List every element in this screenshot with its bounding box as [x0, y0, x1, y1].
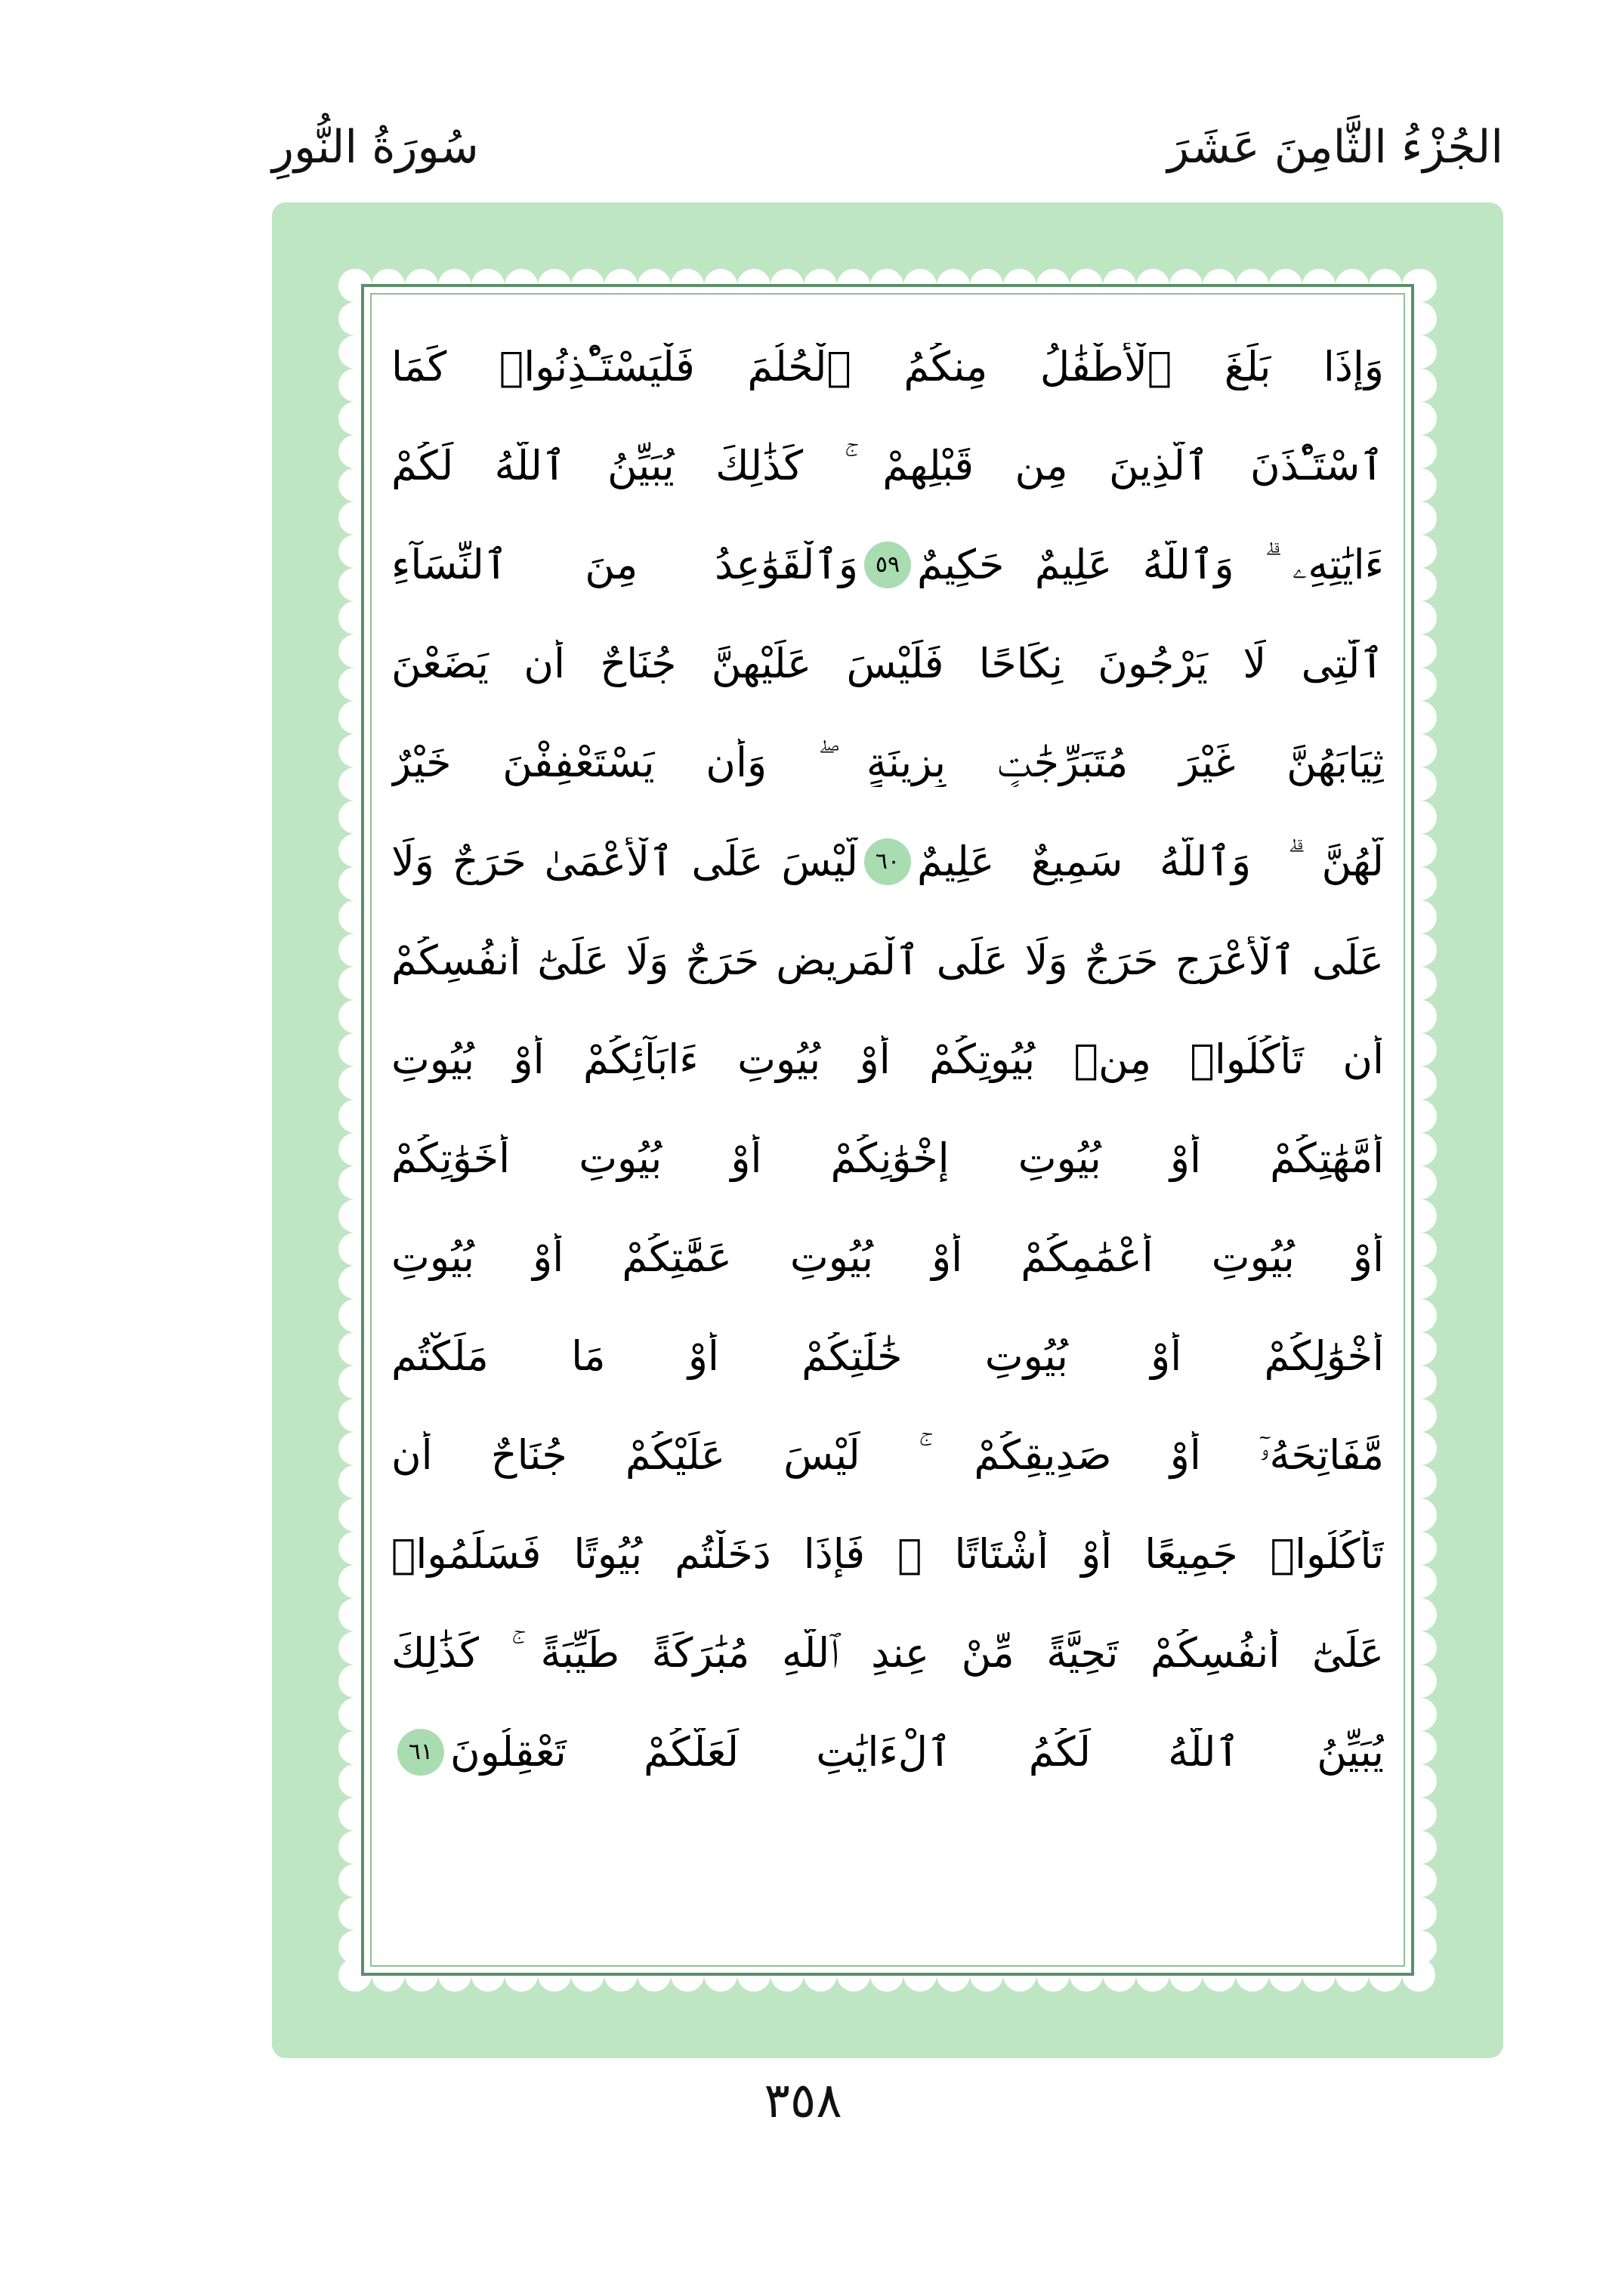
ayah-number-marker: ٦١: [397, 1729, 444, 1776]
line-text: ءَايَٰتِهِۦ ۗ وَٱللَّهُ عَلِيمٌ حَكِيمٌ: [917, 540, 1384, 588]
text-line-1: [391, 317, 1384, 416]
page-header: [272, 113, 1503, 196]
ayah-number-marker: ٥٩: [864, 542, 911, 588]
juz-title: الجُزْءُ الثَّامِنَ عَشَرَ: [1167, 121, 1503, 174]
line-text-after: وَٱلْقَوَٰعِدُ مِنَ ٱلنِّسَآءِ: [391, 541, 858, 588]
text-line-6: [391, 812, 1384, 911]
text-line-13: [391, 1504, 1384, 1603]
verse-lines: [391, 317, 1384, 1801]
line-text: يُبَيِّنُ ٱللَّهُ لَكُمُ ٱلْءَايَٰتِ لَعَلَّكُمْ تَعْقِلُونَ: [450, 1728, 1384, 1776]
text-panel: [361, 284, 1414, 1976]
text-line-7: [391, 911, 1384, 1010]
text-line-5: [391, 713, 1384, 812]
line-text: مَّفَاتِحَهُۥٓ أَوْ صَدِيقِكُمْ ۚ لَيْسَ عَلَيْكُمْ جُنَاحٌ أَن: [391, 1430, 1384, 1479]
text-line-3: [391, 515, 1384, 614]
line-text: تَأْكُلُوا۟ جَمِيعًا أَوْ أَشْتَاتًا ۚ فَإِذَا دَخَلْتُم بُيُوتًا فَسَلِّمُوا۟: [391, 1530, 1384, 1578]
text-line-2: [391, 416, 1384, 515]
line-text: وَإِذَا بَلَغَ ٱلْأَطْفَٰلُ مِنكُمُ ٱلْحُلُمَ فَلْيَسْتَـْٔذِنُوا۟ كَمَا: [391, 343, 1384, 390]
line-text: لَّهُنَّ ۗ وَٱللَّهُ سَمِيعٌ عَلِيمٌ: [917, 837, 1384, 885]
text-line-11: [391, 1307, 1384, 1406]
line-text: أَوْ بُيُوتِ أَعْمَٰمِكُمْ أَوْ بُيُوتِ عَمَّٰتِكُمْ أَوْ بُيُوتِ: [391, 1233, 1384, 1281]
line-text: عَلَىٰٓ أَنفُسِكُمْ تَحِيَّةً مِّنْ عِندِ ٱللَّهِ مُبَٰرَكَةً طَيِّبَةً ۚ كَذَٰلِكَ: [391, 1628, 1384, 1677]
ayah-number-marker: ٦٠: [864, 838, 911, 885]
text-line-14: [391, 1603, 1384, 1702]
line-text-after: لَّيْسَ عَلَى ٱلْأَعْمَىٰ حَرَجٌ وَلَا: [391, 838, 858, 885]
line-text: أُمَّهَٰتِكُمْ أَوْ بُيُوتِ إِخْوَٰنِكُمْ أَوْ بُيُوتِ أَخَوَٰتِكُمْ: [391, 1134, 1384, 1182]
text-line-10: [391, 1208, 1384, 1307]
line-text: ثِيَابَهُنَّ غَيْرَ مُتَبَرِّجَٰتٍۭ بِزِينَةٍ ۖ وَأَن يَسْتَعْفِفْنَ خَيْرٌ: [391, 738, 1384, 786]
text-line-4: [391, 614, 1384, 713]
line-text: ٱسْتَـْٔذَنَ ٱلَّذِينَ مِن قَبْلِهِمْ ۚ كَذَٰلِكَ يُبَيِّنُ ٱللَّهُ لَكُمْ: [391, 441, 1384, 489]
text-line-12: [391, 1406, 1384, 1504]
surah-title: سُورَةُ النُّورِ: [272, 121, 479, 174]
page-number: ٣٥٨: [764, 2073, 842, 2129]
line-text: ٱلَّٰتِى لَا يَرْجُونَ نِكَاحًا فَلَيْسَ عَلَيْهِنَّ جُنَاحٌ أَن يَضَعْنَ: [391, 640, 1384, 687]
text-line-15: [391, 1702, 1384, 1801]
text-line-8: [391, 1010, 1384, 1109]
line-text: أَخْوَٰلِكُمْ أَوْ بُيُوتِ خَٰلَٰتِكُمْ أَوْ مَا مَلَكْتُم: [391, 1332, 1384, 1380]
line-text: عَلَى ٱلْأَعْرَجِ حَرَجٌ وَلَا عَلَى ٱلْمَرِيضِ حَرَجٌ وَلَا عَلَىٰٓ أَنفُسِكُمْ: [391, 937, 1384, 984]
text-line-9: [391, 1109, 1384, 1208]
line-text: أَن تَأْكُلُوا۟ مِنۢ بُيُوتِكُمْ أَوْ بُيُوتِ ءَابَآئِكُمْ أَوْ بُيُوتِ: [391, 1035, 1384, 1083]
